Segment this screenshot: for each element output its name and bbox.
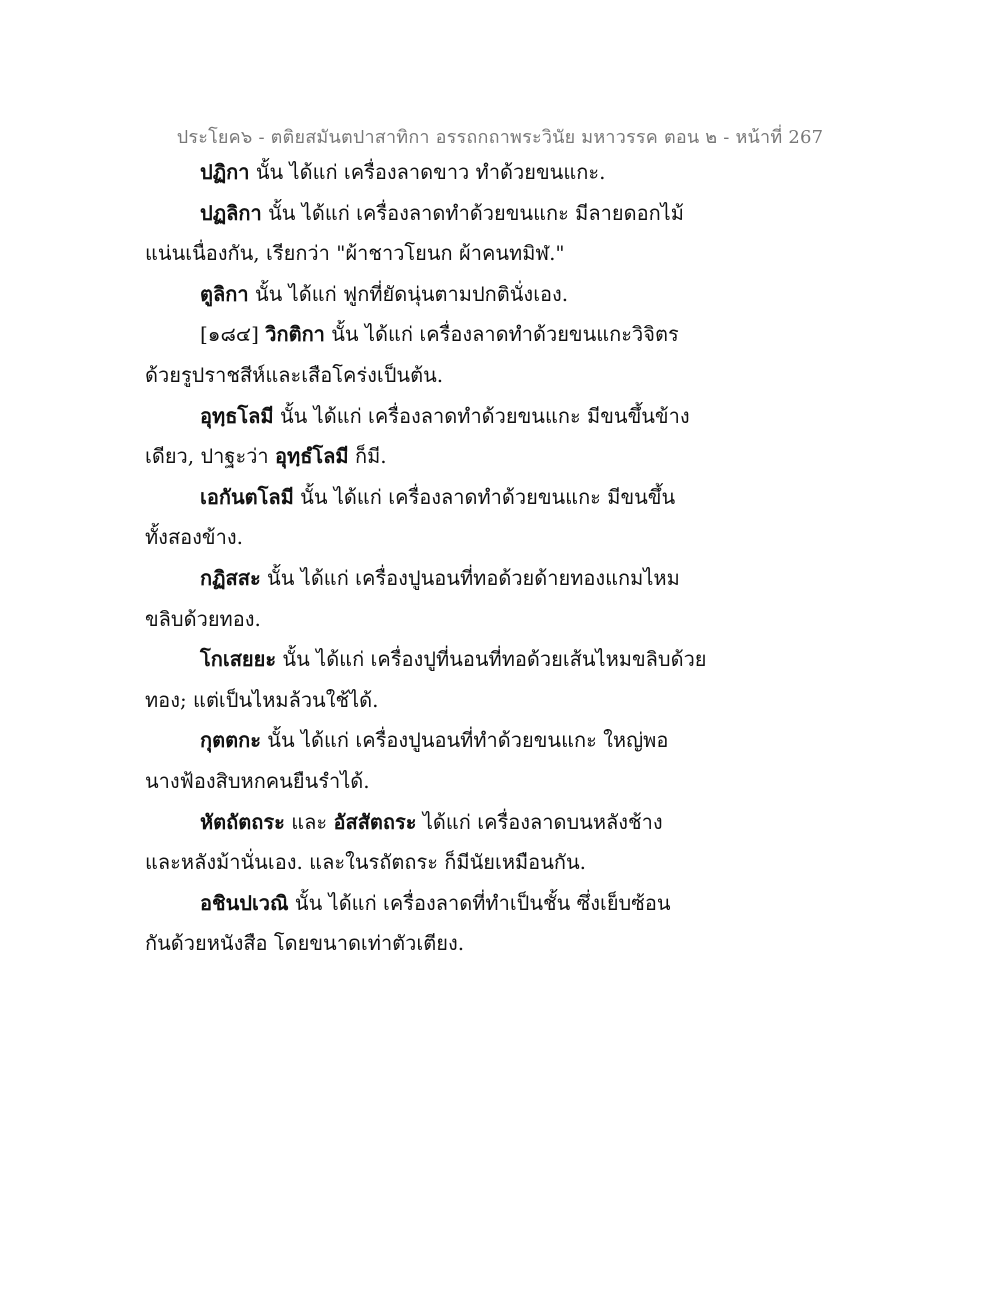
line-text: นั้น ได้แก่ ฟูกที่ยัดนุ่นตามปกตินั่งเอง. bbox=[248, 281, 569, 306]
paragraph-line bbox=[145, 355, 705, 396]
line-text: นั้น ได้แก่ เครื่องปูนอนที่ทอด้วยด้ายทองแกมไหม bbox=[260, 565, 680, 590]
term: กุตตกะ bbox=[200, 728, 261, 753]
paragraph-line bbox=[145, 720, 705, 761]
paragraph-line bbox=[145, 883, 705, 924]
line-text: นั้น ได้แก่ เครื่องลาดขาว ทำด้วยขนแกะ. bbox=[249, 160, 606, 184]
paragraph-line bbox=[145, 193, 705, 234]
line-text: นั้น ได้แก่ เครื่องลาดทำด้วยขนแกะ มีขนขึ้น bbox=[293, 484, 676, 509]
line-text: นั้น ได้แก่ เครื่องลาดทำด้วยขนแกะวิจิตร bbox=[324, 322, 679, 347]
line-text: และ bbox=[284, 809, 334, 834]
paragraph-line bbox=[145, 314, 705, 355]
term: ปฏิกา bbox=[200, 160, 250, 184]
line-text: เดียว, ปาฐะว่า bbox=[145, 444, 276, 469]
term: เอกันตโลมี bbox=[200, 484, 294, 509]
term: ตูลิกา bbox=[200, 281, 249, 306]
line-text: นั้น ได้แก่ เครื่องลาดที่ทำเป็นชั้น ซึ่งเย็บซ้อน bbox=[288, 890, 671, 915]
line-text: ได้แก่ เครื่องลาดบนหลังช้าง bbox=[416, 809, 663, 834]
line-text: ก็มี. bbox=[348, 444, 387, 469]
line-text: กันด้วยหนังสือ โดยขนาดเท่าตัวเตียง. bbox=[145, 931, 465, 956]
document-body bbox=[145, 152, 705, 964]
line-text: นั้น ได้แก่ เครื่องลาดทำด้วยขนแกะ มีขนขึ้นข้าง bbox=[273, 403, 690, 428]
term: กฏิสสะ bbox=[200, 565, 261, 590]
line-text: นั้น ได้แก่ เครื่องปูนอนที่ทำด้วยขนแกะ ใหญ่พอ bbox=[260, 728, 669, 753]
term: วิกติกา bbox=[265, 322, 325, 347]
line-text: นั้น ได้แก่ เครื่องปูที่นอนที่ทอด้วยเส้นไหมขลิบด้วย bbox=[276, 647, 707, 672]
term: อุทฺธโลมี bbox=[200, 403, 274, 428]
line-text: แน่นเนื่องกัน, เรียกว่า "ผ้าชาวโยนก ผ้าคนทมิฬ." bbox=[145, 241, 565, 266]
paragraph-line bbox=[145, 152, 705, 193]
paragraph-line bbox=[145, 558, 705, 599]
term: อชินปเวณิ bbox=[200, 890, 289, 915]
line-text: ขลิบด้วยทอง. bbox=[145, 606, 261, 631]
paragraph-line bbox=[145, 396, 705, 437]
paragraph-line bbox=[145, 761, 705, 802]
line-text: และหลังม้านั่นเอง. และในรถัตถระ ก็มีนัยเหมือนกัน. bbox=[145, 850, 587, 875]
term: อัสสัตถระ bbox=[333, 809, 417, 834]
line-text: ทั้งสองข้าง. bbox=[145, 525, 243, 550]
line-text: ด้วยรูปราชสีห์และเสือโคร่งเป็นต้น. bbox=[145, 362, 444, 387]
paragraph-line bbox=[145, 436, 705, 477]
line-text: ทอง; แต่เป็นไหมล้วนใช้ได้. bbox=[145, 687, 379, 712]
paragraph-line bbox=[145, 233, 705, 274]
term: หัตถัตถระ bbox=[200, 809, 285, 834]
paragraph-line bbox=[145, 599, 705, 640]
paragraph-line bbox=[145, 842, 705, 883]
term: ปฏลิกา bbox=[200, 200, 262, 225]
page-header: ประโยค๖ - ตติยสมันตปาสาทิกา อรรถกถาพระวินัย มหาวรรค ตอน ๒ - หน้าที่ 267 bbox=[176, 127, 824, 148]
paragraph-line bbox=[145, 274, 705, 315]
paragraph-line bbox=[145, 680, 705, 721]
paragraph-line bbox=[145, 517, 705, 558]
line-text: นั้น ได้แก่ เครื่องลาดทำด้วยขนแกะ มีลายดอกไม้ bbox=[261, 200, 684, 225]
line-text: นางฟ้องสิบหกคนยืนรำได้. bbox=[145, 768, 370, 793]
paragraph-line bbox=[145, 802, 705, 843]
paragraph-line bbox=[145, 639, 705, 680]
term: อุทฺธํโลมี bbox=[275, 444, 349, 469]
paragraph-line bbox=[145, 923, 705, 964]
paragraph-line bbox=[145, 477, 705, 518]
section-number: [๑๘๔] bbox=[200, 322, 266, 347]
term: โกเสยยะ bbox=[200, 647, 277, 672]
